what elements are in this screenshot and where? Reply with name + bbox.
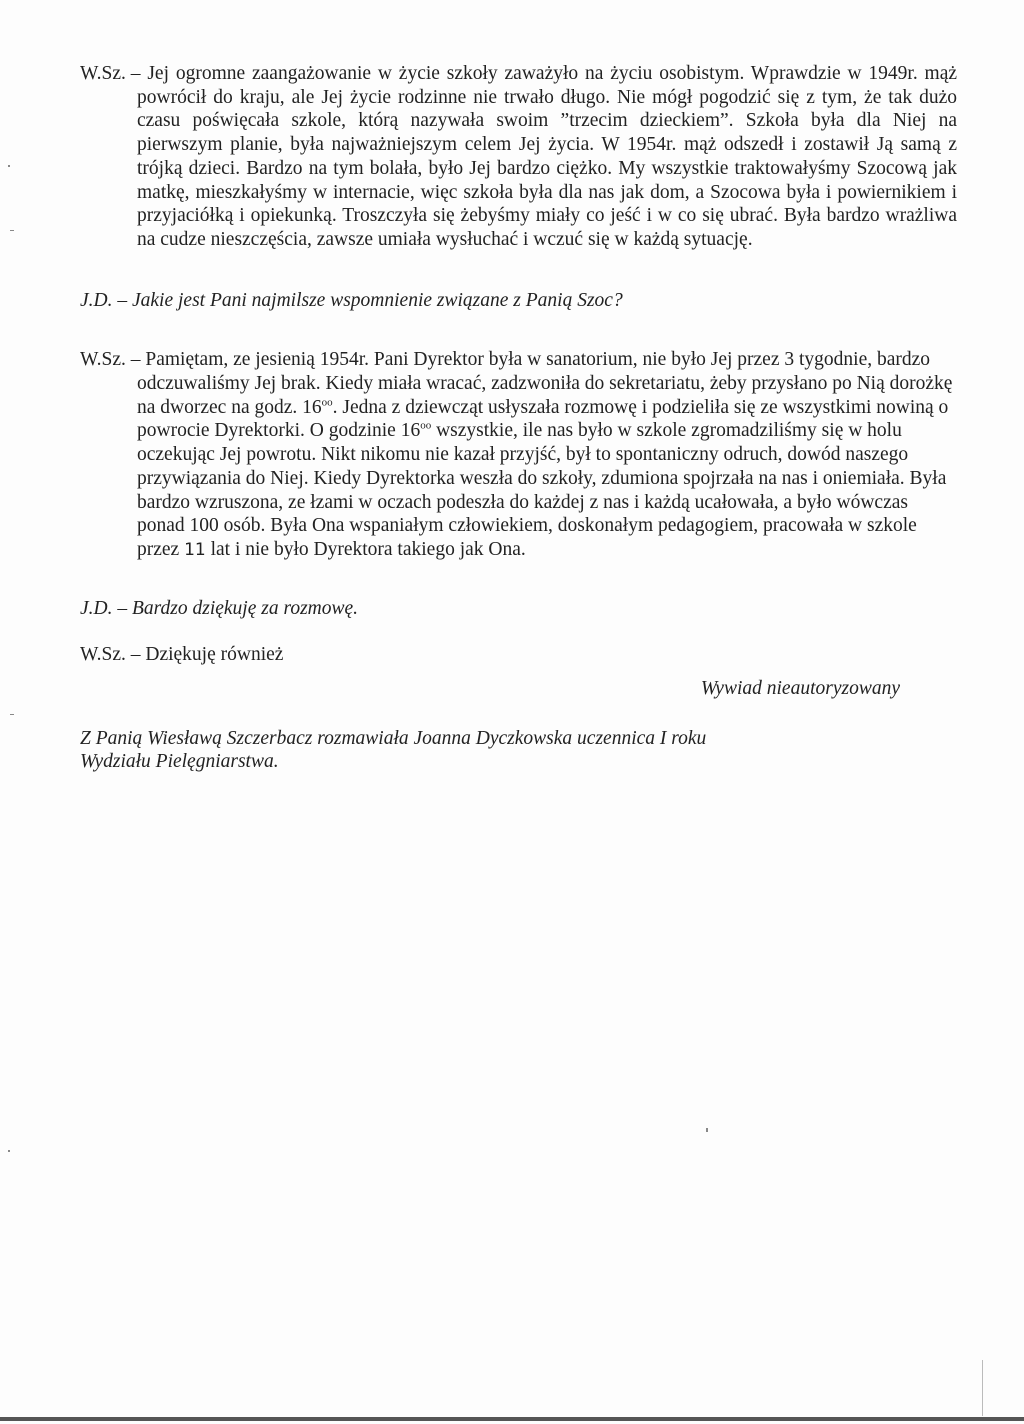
answer-text-part1: Pamiętam, ze jesienią 1954r. Pani Dyrektor była w sanatorium, nie było Jej przez 3 tygodnie, bardzo odczuwaliśmy Jej brak. Kiedy miała wracać, zadzwoniła do sekretariatu, żeby przysłano po Nią dorożkę na dworzec na godz. 16 [137,349,953,418]
speaker-label: J.D. – [80,289,128,311]
scan-speck [8,1150,10,1152]
answer-text-part2: . Jedna z dziewcząt usłyszała rozmowę i podzieliła się ze wszystkimi nowiną o powrocie Dyrektorki. O godzinie 16 [137,396,949,442]
answer-text-part3: wszystkie, ile nas było w szkole zgromadziliśmy się w holu oczekując Jej powrotu. Nikt nikomu nie kazał przyjść, był to spontaniczny odruch, dowód naszego przywiązania do Niej. Kiedy Dyrektorka weszła do szkoły, zdumiona spojrzała na nas i oniemiała. Była bardzo wzruszona, ze łzami w oczach podeszła do każdej z nas i każdą ucałowała, a było wówczas ponad 100 osób. Była Ona wspaniałym człowiekiem, doskonałym pedagogiem, pracowała w szkole przez [137,420,947,560]
interview-transcript [80,62,958,774]
answer-paragraph-1 [80,62,957,252]
speaker-label: W.Sz. – [80,63,141,84]
question-paragraph-2 [80,289,910,313]
handwritten-years: 11 [184,539,206,560]
scan-edge-mark [982,1360,983,1416]
scan-speck [8,165,10,167]
scan-speck [10,714,14,715]
answer-paragraph-2 [80,348,957,562]
answer-text-part4: lat i nie było Dyrektora takiego jak Ona. [205,538,526,560]
interview-credit: Z Panią Wiesławą Szczerbacz rozmawiała Joanna Dyczkowska uczennica I roku Wydziału Pielęgniarstwa. [80,727,707,773]
answer-text: Jej ogromne zaangażowanie w życie szkoły zaważyło na życiu osobistym. Wprawdzie w 1949r. mąż powrócił do kraju, ale Jej życie rodzinne nie trwało długo. Nie mógł pogodzić się z tym, że tak dużo czasu poświęcała szkole, którą nazywała swoim ”trzecim dzieckiem”. Szkoła była dla Niej na pierwszym planie, była najważniejszym celem Jej życia. W 1954r. mąż odszedł i zostawił Ją samą z trójką dzieci. Bardzo na tym bolała, było Jej bardzo ciężko. My wszystkie traktowałyśmy Szocową jak matkę, mieszkałyśmy w internacie, więc szkoła była dla nas jak dom, a Szocowa była i powiernikiem i przyjaciółką i opiekunką. Troszczyła się żebyśmy miały co jeść i w co się ubrać. Była bardzo wrażliwa na cudze nieszczęścia, zawsze umiała wysłuchać i wczuć się w każdą sytuację. [137,63,958,250]
scan-bottom-edge [0,1417,1024,1421]
speaker-label: J.D. – [80,597,128,619]
answer-paragraph-3 [80,643,910,667]
speaker-label: W.Sz. – [80,644,141,666]
speaker-label: W.Sz. – [80,349,141,371]
answer-text: Dziękuję również [145,644,284,666]
time-superscript: oo [420,419,432,432]
question-text: Jakie jest Pani najmilsze wspomnienie związane z Panią Szoc? [132,289,623,311]
time-superscript: oo [321,396,333,409]
question-text: Bardzo dziękuję za rozmowę. [132,597,359,619]
scan-speck [706,1128,708,1132]
question-paragraph-3 [80,597,910,621]
authorization-note: Wywiad nieautoryzowany [700,678,900,700]
scan-speck [10,230,14,231]
